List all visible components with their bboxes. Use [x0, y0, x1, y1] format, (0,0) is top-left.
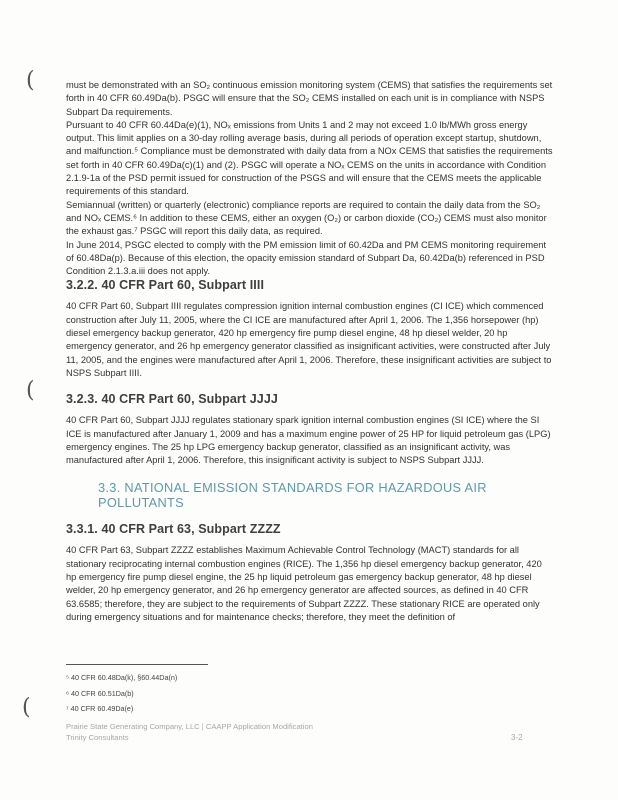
paragraph-pm-election: In June 2014, PSGC elected to comply with the PM emission limit of 60.42Da and PM CEMS monitoring requirement of 60.48Da(p). Because of this election, the opacity emission standard of Subpart Da, 60.42Da(b) referenced in PSD Condition 2.1.3.a.iii does not apply.	[66, 239, 547, 277]
page-number: 3-2	[511, 733, 523, 742]
footnote-6: ⁶ 40 CFR 60.51Da(b)	[66, 688, 134, 698]
binder-hole-mark-top: (	[26, 68, 35, 93]
footnote-divider	[66, 664, 208, 665]
paragraph-so2-cems: must be demonstrated with an SO₂ continuous emission monitoring system (CEMS) that satisfies the requirements set forth in 40 CFR 60.49Da(b). PSGC will ensure that the SO₂ CEMS installed on each unit is in compliance with NSPS Subpart Da requirements.	[66, 80, 553, 117]
heading-3-3-1: 3.3.1. 40 CFR Part 63, Subpart ZZZZ	[66, 522, 281, 537]
page-footer	[66, 721, 313, 743]
footer-document-title: Prairie State Generating Company, LLC | CAAPP Application Modification	[66, 722, 313, 731]
paragraph-subpart-zzzz: 40 CFR Part 63, Subpart ZZZZ establishes Maximum Achievable Control Technology (MACT) standards for all stationary reciprocating internal combustion engines (RICE). The 1,356 hp diesel emergency backup generator, 420 hp emergency fire pump diesel engine, the 25 hp liquid petroleum gas emergency backup generator, 48 hp diesel welder, 20 hp emergency generator, and 26 hp emergency generator are affected sources, as defined in 40 CFR 63.6585; therefore, they are subject to the requirements of Subpart ZZZZ. These stationary RICE are operated only during emergency situations and for maintenance checks; therefore, they meet the definition of	[66, 545, 542, 622]
heading-3-2-2: 3.2.2. 40 CFR Part 60, Subpart IIII	[66, 278, 265, 293]
paragraph-nox-limit: Pursuant to 40 CFR 60.44Da(e)(1), NOₓ emissions from Units 1 and 2 may not exceed 1.0 lb/MWh gross energy output. This limit applies on a 30-day rolling average basis, during all periods of operation except startup, shutdown, and malfunction.⁵ Compliance must be demonstrated with daily data from a NOx CEMS that satisfies the requirements set forth in 40 CFR 60.49Da(c)(1) and (2). PSGC will operate a NOₓ CEMS on the units in accordance with Condition 2.1.9-1a of the PSD permit issued for construction of the PSGS and will ensure that the CEMS meets the applicable requirements of this standard.	[66, 119, 553, 197]
binder-hole-mark-middle: (	[26, 378, 35, 403]
heading-3-2-3: 3.2.3. 40 CFR Part 60, Subpart JJJJ	[66, 392, 278, 407]
binder-hole-mark-bottom: (	[22, 695, 31, 720]
footnotes	[66, 670, 177, 717]
main-content	[66, 79, 554, 624]
heading-3-3: 3.3. NATIONAL EMISSION STANDARDS FOR HAZARDOUS AIR POLLUTANTS	[98, 480, 487, 511]
footnote-7: ⁷ 40 CFR 60.49Da(e)	[66, 704, 134, 713]
paragraph-subpart-jjjj: 40 CFR Part 60, Subpart JJJJ regulates stationary spark ignition internal combustion engines (SI ICE) where the SI ICE is manufactured after January 1, 2009 and has a maximum engine power of 25 HP for liquid petroleum gas (LPG) emergency engines. The 25 hp LPG emergency backup generator, classified as an insignificant activity, was manufactured after April 1, 2006. Therefore, this insignificant activity is subject to NSPS Subpart JJJJ.	[66, 415, 551, 466]
footer-company: Trinity Consultants	[66, 733, 129, 742]
paragraph-subpart-iiii: 40 CFR Part 60, Subpart IIII regulates compression ignition internal combustion engines (CI ICE) which commenced construction after July 11, 2005, where the CI ICE are manufactured after April 1, 2006. The 1,356 horsepower (hp) diesel emergency backup generator, 420 hp emergency fire pump diesel engine, 48 hp diesel welder, 20 hp emergency generator, and 26 hp emergency generator classified as insignificant activities, were constructed after July 11, 2005, and the engines were manufactured after April 1, 2006. Therefore, these insignificant activities are subject to NSPS Subpart IIII.	[66, 301, 552, 378]
footnote-5: ⁵ 40 CFR 60.48Da(k), §60.44Da(n)	[66, 673, 178, 682]
paragraph-compliance-reports: Semiannual (written) or quarterly (electronic) compliance reports are required to contain the daily data from the SO₂ and NOₓ CEMS.⁶ In addition to these CEMS, either an oxygen (O₂) or carbon dioxide (CO₂) CEMS must also monitor the exhaust gas.⁷ PSGC will report this daily data, as required.	[66, 199, 547, 237]
